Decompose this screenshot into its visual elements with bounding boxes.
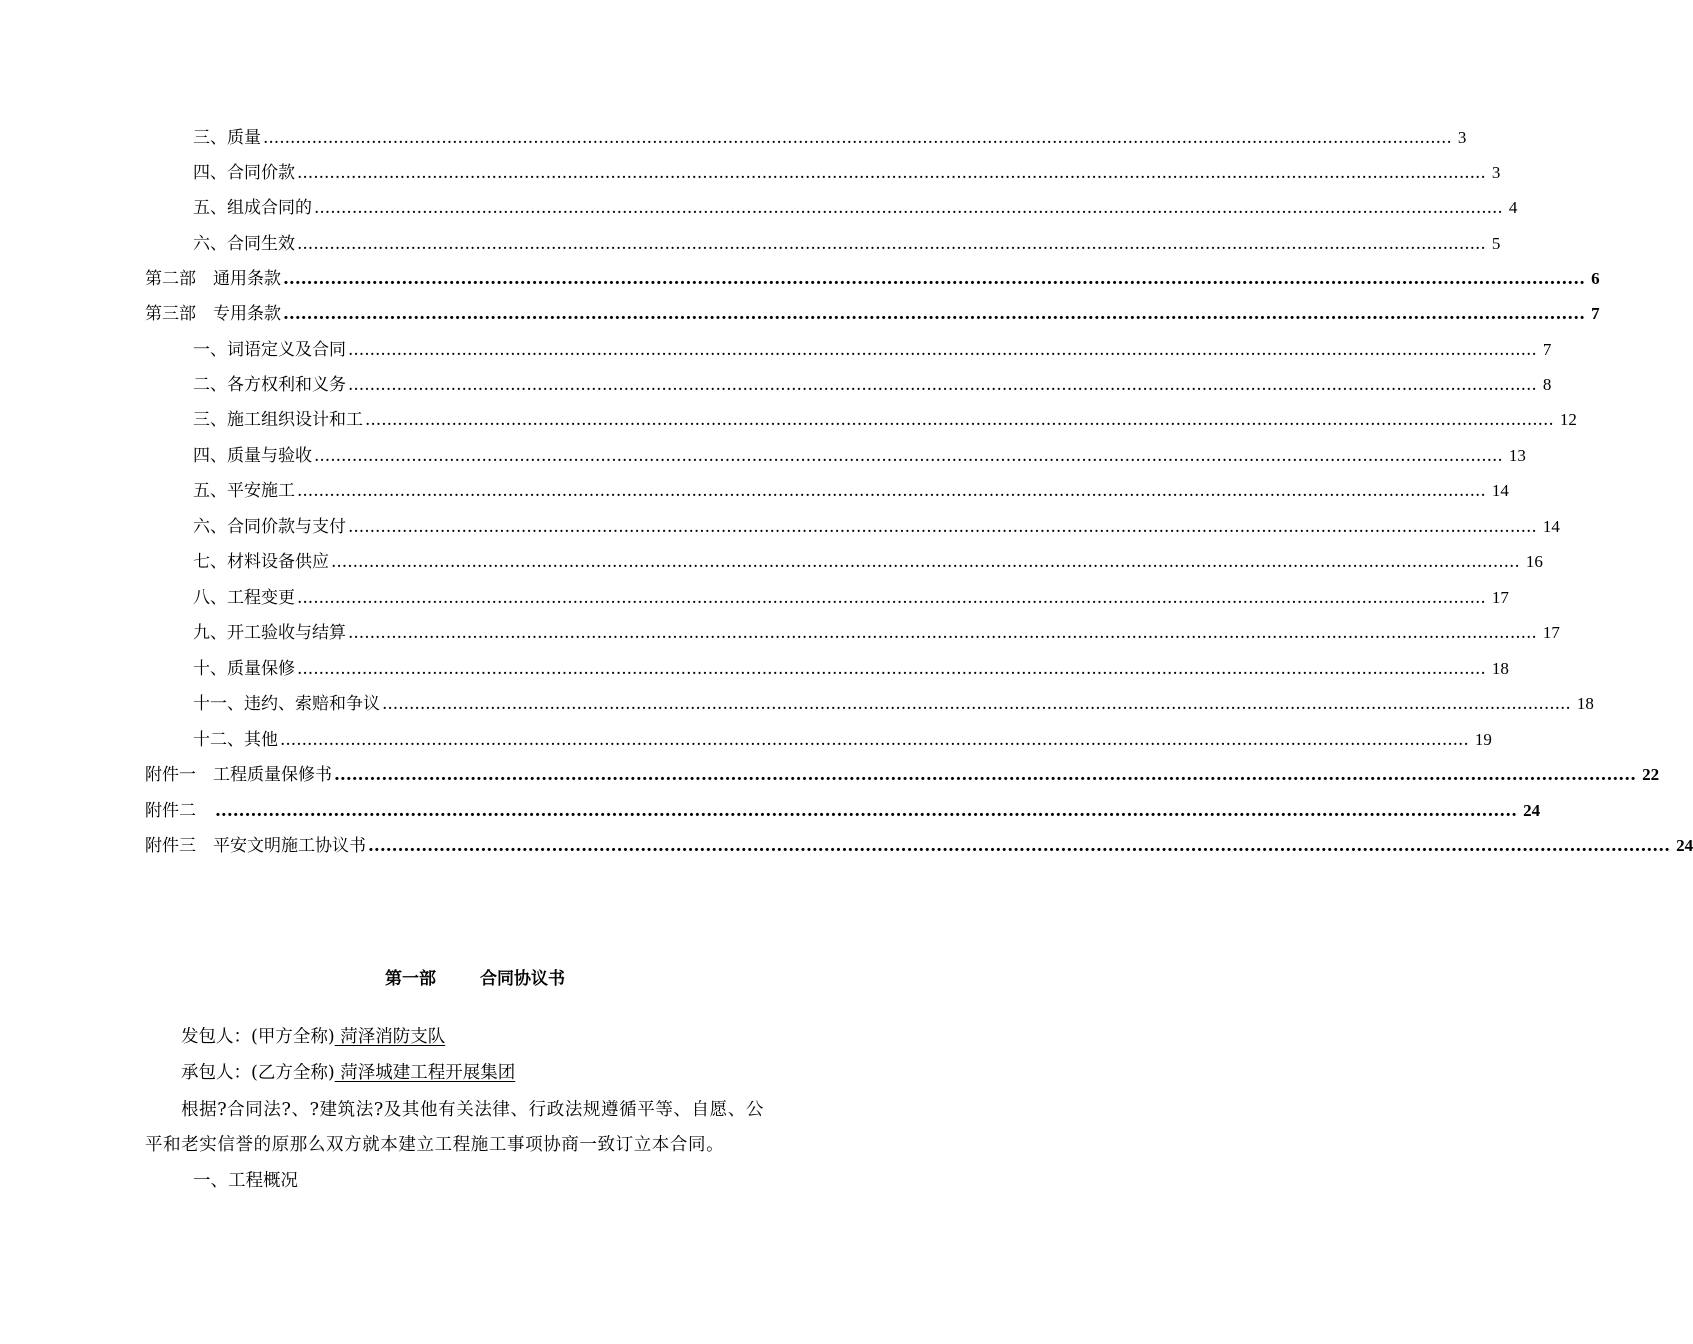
toc-entry-page: 18 bbox=[1576, 694, 1594, 713]
toc-entry-label: 第二部 通用条款 bbox=[145, 269, 281, 289]
toc-entry-page: 18 bbox=[1491, 659, 1509, 678]
toc-leader-dots: ............................................................................................................................................................................................................................ bbox=[283, 269, 1586, 289]
employer-label: 发包人：(甲方全称) bbox=[181, 1027, 335, 1047]
toc-entry[interactable] bbox=[193, 373, 1552, 397]
toc-entry-label: 三、施工组织设计和工 bbox=[193, 410, 363, 430]
toc-entry[interactable] bbox=[193, 479, 1509, 503]
toc-entry[interactable] bbox=[193, 728, 1492, 752]
toc-entry-label: 五、组成合同的 bbox=[193, 198, 312, 218]
toc-entry-page: 13 bbox=[1508, 446, 1526, 465]
toc-entry-page: 7 bbox=[1591, 304, 1600, 323]
toc-entry-label: 六、合同价款与支付 bbox=[193, 517, 346, 537]
toc-leader-dots: ............................................................................................................................................................................................................................ bbox=[334, 765, 1637, 785]
toc-leader-dots: ............................................................................................................................................................................................................................ bbox=[297, 163, 1486, 183]
toc-entry-label: 七、材料设备供应 bbox=[193, 552, 329, 572]
toc-entry-page: 17 bbox=[1542, 623, 1560, 642]
toc-entry[interactable] bbox=[193, 408, 1577, 432]
basis-paragraph-line-2: 平和老实信誉的原那么双方就本建立工程施工事项协商一致订立本合同。 bbox=[145, 1135, 725, 1155]
toc-entry[interactable] bbox=[193, 196, 1518, 220]
toc-leader-dots: ............................................................................................................................................................................................................................ bbox=[314, 198, 1503, 218]
section-part: 第一部 bbox=[385, 969, 436, 989]
toc-entry-label: 八、工程变更 bbox=[193, 588, 295, 608]
toc-leader-dots: ............................................................................................................................................................................................................................ bbox=[331, 552, 1520, 572]
toc-entry-label: 第三部 专用条款 bbox=[145, 304, 281, 324]
toc-entry-page: 14 bbox=[1491, 481, 1509, 500]
toc-leader-dots: ............................................................................................................................................................................................................................ bbox=[382, 694, 1571, 714]
toc-entry[interactable] bbox=[145, 763, 1660, 787]
toc-entry-page: 24 bbox=[1523, 801, 1541, 820]
toc-entry-page: 7 bbox=[1542, 340, 1552, 359]
toc-entry-label: 四、质量与验收 bbox=[193, 446, 312, 466]
toc-entry-page: 8 bbox=[1542, 375, 1552, 394]
contractor-label: 承包人：(乙方全称) bbox=[181, 1063, 335, 1083]
toc-entry-page: 17 bbox=[1491, 588, 1509, 607]
toc-leader-dots: ............................................................................................................................................................................................................................ bbox=[365, 410, 1554, 430]
toc-entry-page: 3 bbox=[1457, 128, 1467, 147]
toc-entry-page: 3 bbox=[1491, 163, 1501, 182]
contractor-line bbox=[181, 1056, 515, 1090]
toc-entry-page: 14 bbox=[1542, 517, 1560, 536]
toc-entry[interactable] bbox=[193, 444, 1526, 468]
toc-entry-label: 附件一 工程质量保修书 bbox=[145, 765, 332, 785]
toc-entry-label: 附件三 平安文明施工协议书 bbox=[145, 836, 366, 856]
toc-entry[interactable] bbox=[193, 232, 1501, 256]
toc-entry-page: 5 bbox=[1491, 234, 1501, 253]
section-item-1: 一、工程概况 bbox=[193, 1171, 298, 1191]
toc-entry[interactable] bbox=[193, 621, 1560, 645]
toc-entry[interactable] bbox=[193, 126, 1467, 150]
toc-leader-dots: ............................................................................................................................................................................................................................ bbox=[297, 659, 1486, 679]
toc-entry-label: 九、开工验收与结算 bbox=[193, 623, 346, 643]
toc-entry-label: 十、质量保修 bbox=[193, 659, 295, 679]
toc-entry-label: 三、质量 bbox=[193, 128, 261, 148]
toc-entry-page: 22 bbox=[1642, 765, 1660, 784]
toc-entry[interactable] bbox=[193, 586, 1509, 610]
contractor-value: 菏泽城建工程开展集团 bbox=[334, 1063, 516, 1083]
toc-leader-dots: ............................................................................................................................................................................................................................ bbox=[297, 588, 1486, 608]
toc-entry-label: 附件二 bbox=[145, 801, 213, 821]
toc-entry-page: 6 bbox=[1591, 269, 1600, 288]
toc-leader-dots: ............................................................................................................................................................................................................................ bbox=[283, 304, 1586, 324]
toc-leader-dots: ............................................................................................................................................................................................................................ bbox=[348, 517, 1537, 537]
toc-entry-page: 24 bbox=[1676, 836, 1693, 855]
basis-paragraph-line-1: 根据?合同法?、?建筑法?及其他有关法律、行政法规遵循平等、自愿、公 bbox=[181, 1100, 764, 1120]
toc-leader-dots: ............................................................................................................................................................................................................................ bbox=[314, 446, 1503, 466]
toc-entry-page: 4 bbox=[1508, 198, 1518, 217]
toc-entry[interactable] bbox=[193, 550, 1543, 574]
toc-entry-page: 19 bbox=[1474, 730, 1492, 749]
toc-entry-label: 五、平安施工 bbox=[193, 481, 295, 501]
toc-entry[interactable] bbox=[145, 267, 1600, 291]
employer-value: 菏泽消防支队 bbox=[334, 1027, 446, 1047]
toc-entry[interactable] bbox=[145, 799, 1541, 823]
toc-entry[interactable] bbox=[145, 834, 1693, 858]
toc-entry[interactable] bbox=[193, 692, 1594, 716]
toc-leader-dots: ............................................................................................................................................................................................................................ bbox=[348, 623, 1537, 643]
toc-entry-label: 十一、违约、索赔和争议 bbox=[193, 694, 380, 714]
toc-leader-dots: ............................................................................................................................................................................................................................ bbox=[280, 730, 1469, 750]
toc-entry-page: 12 bbox=[1559, 410, 1577, 429]
toc-entry[interactable] bbox=[193, 657, 1509, 681]
toc-entry[interactable] bbox=[193, 515, 1560, 539]
toc-entry-label: 十二、其他 bbox=[193, 730, 278, 750]
section-heading bbox=[0, 964, 950, 989]
toc-entry-label: 一、词语定义及合同 bbox=[193, 340, 346, 360]
toc-leader-dots: ............................................................................................................................................................................................................................ bbox=[348, 375, 1537, 395]
toc-entry-label: 四、合同价款 bbox=[193, 163, 295, 183]
toc-leader-dots: ............................................................................................................................................................................................................................ bbox=[215, 801, 1518, 821]
toc-leader-dots: ............................................................................................................................................................................................................................ bbox=[368, 836, 1671, 856]
toc-leader-dots: ............................................................................................................................................................................................................................ bbox=[348, 340, 1537, 360]
toc-entry-label: 二、各方权利和义务 bbox=[193, 375, 346, 395]
toc-entry-page: 16 bbox=[1525, 552, 1543, 571]
toc-leader-dots: ............................................................................................................................................................................................................................ bbox=[263, 128, 1452, 148]
employer-line bbox=[181, 1020, 445, 1054]
toc-entry-label: 六、合同生效 bbox=[193, 234, 295, 254]
toc-leader-dots: ............................................................................................................................................................................................................................ bbox=[297, 481, 1486, 501]
toc-entry[interactable] bbox=[193, 338, 1552, 362]
toc-entry[interactable] bbox=[193, 161, 1501, 185]
toc-entry[interactable] bbox=[145, 302, 1600, 326]
toc-leader-dots: ............................................................................................................................................................................................................................ bbox=[297, 234, 1486, 254]
section-title: 合同协议书 bbox=[480, 969, 565, 989]
